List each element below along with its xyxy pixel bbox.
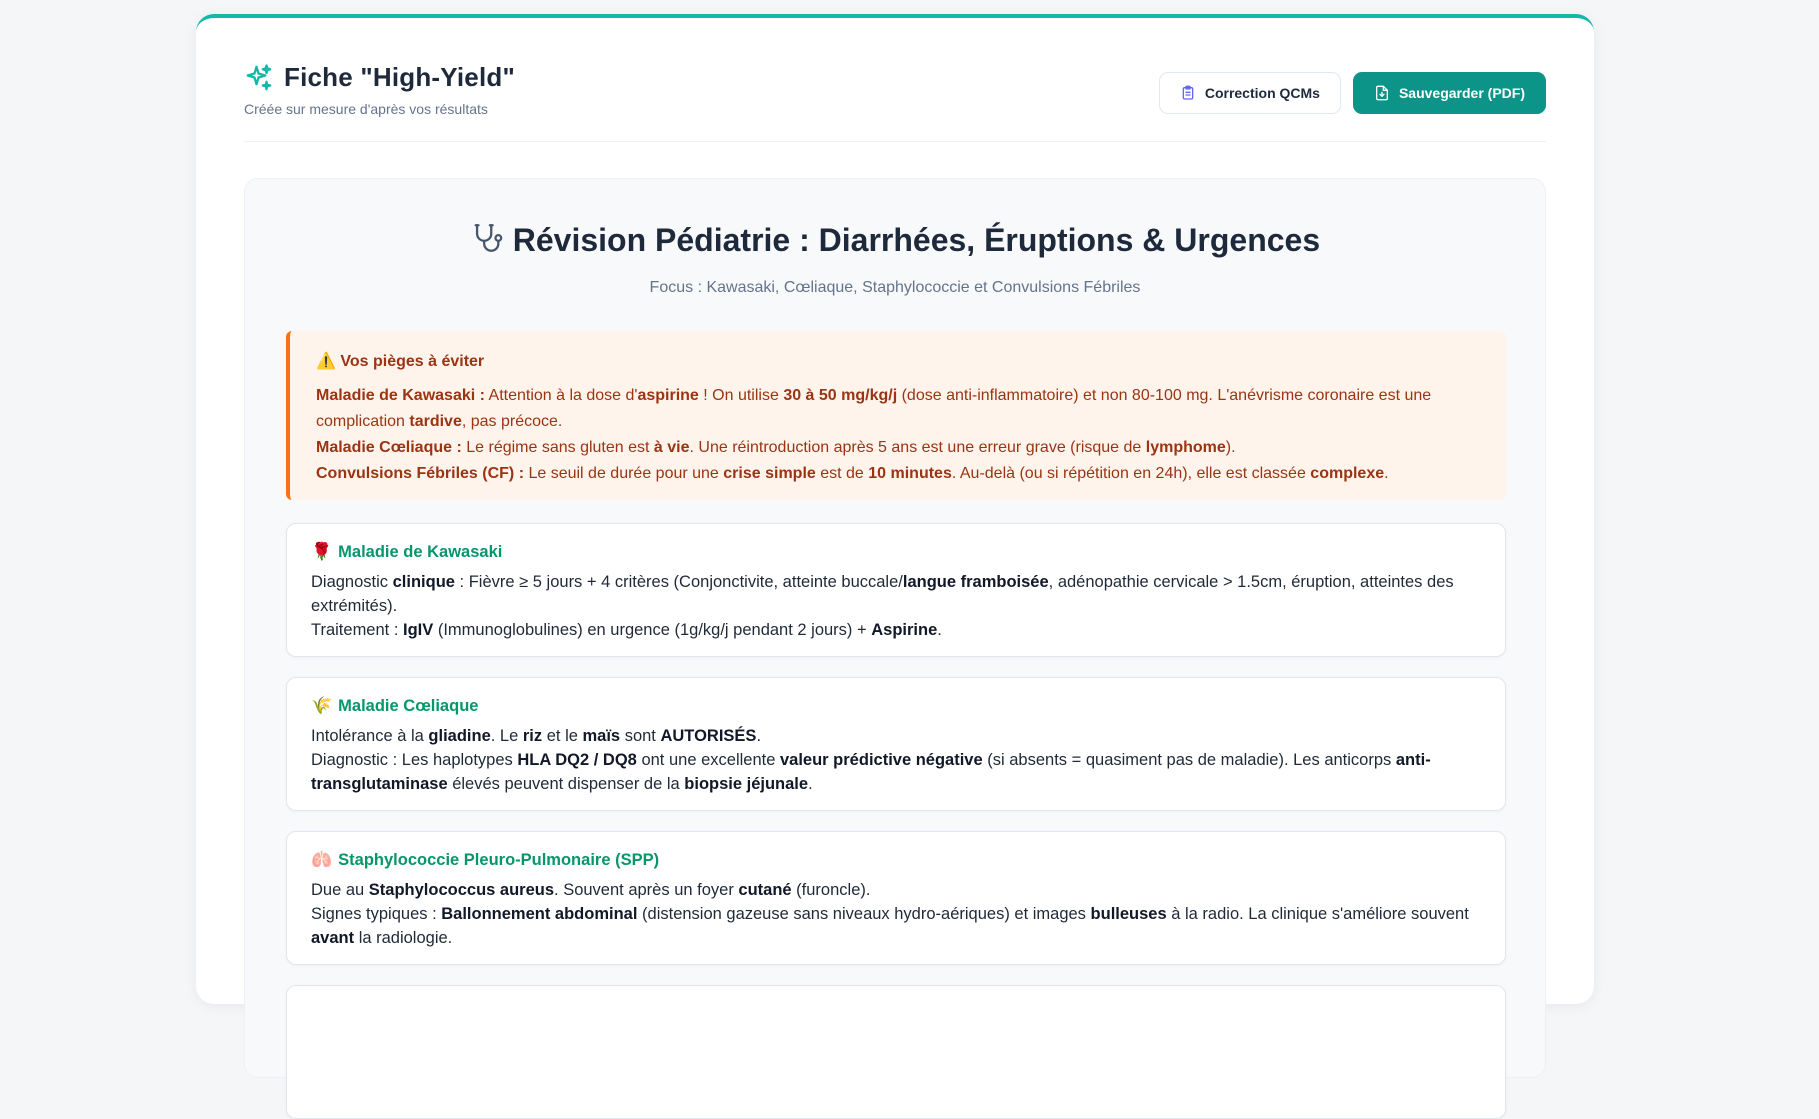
revision-sheet xyxy=(244,178,1546,1078)
correction-qcm-button[interactable] xyxy=(1159,72,1341,114)
topic-title-spp: 🫁 Staphylococcie Pleuro-Pulmonaire (SPP) xyxy=(311,848,1481,872)
topic-title-kawasaki: 🌹 Maladie de Kawasaki xyxy=(311,540,1481,564)
clipboard-icon xyxy=(1180,85,1196,101)
pitfalls-title xyxy=(316,349,1480,375)
file-download-icon xyxy=(1374,85,1390,101)
pitfall-convulsions: Convulsions Fébriles (CF) : Le seuil de durée pour une crise simple est de 10 minutes. Au-delà (ou si répétition en 24h), elle est classée complexe. xyxy=(316,465,1389,482)
correction-qcm-label: Correction QCMs xyxy=(1204,85,1320,101)
spp-line-1: Due au Staphylococcus aureus. Souvent après un foyer cutané (furoncle). xyxy=(311,881,871,899)
topic-coeliaque xyxy=(286,677,1506,811)
topic-title-coeliaque: 🌾 Maladie Cœliaque xyxy=(311,694,1481,718)
pitfall-coeliaque: Maladie Cœliaque : Le régime sans gluten est à vie. Une réintroduction après 5 ans est une erreur grave (risque de lymphome). xyxy=(316,439,1236,456)
coeliaque-line-2: Diagnostic : Les haplotypes HLA DQ2 / DQ8 ont une excellente valeur prédictive négative (si absents = quasiment pas de maladie). Les anticorps anti-transglutaminase élevés peuvent dispenser de la biopsie jéjunale. xyxy=(311,751,1431,793)
pitfall-kawasaki: Maladie de Kawasaki : Attention à la dose d'aspirine ! On utilise 30 à 50 mg/kg/j (dose anti-inflammatoire) et non 80-100 mg. L'anévrisme coronaire est une complication tardive, pas précoce. xyxy=(316,387,1432,430)
topic-kawasaki xyxy=(286,523,1506,657)
main-card xyxy=(196,14,1594,1004)
save-pdf-button[interactable] xyxy=(1353,72,1546,114)
spp-line-2: Signes typiques : Ballonnement abdominal (distension gazeuse sans niveaux hydro-aériques) et images bulleuses à la radio. La clinique s'améliore souvent avant la radiologie. xyxy=(311,905,1469,947)
pitfalls-title-text: Vos pièges à éviter xyxy=(340,353,485,370)
wheat-icon: 🌾 xyxy=(311,696,333,715)
page-title: Fiche "High-Yield" xyxy=(284,62,515,92)
lungs-icon: 🫁 xyxy=(311,850,333,869)
sheet-title xyxy=(245,221,1545,259)
sheet-title-text: Révision Pédiatrie : Diarrhées, Éruptions & Urgences xyxy=(512,222,1321,258)
topic-spp xyxy=(286,831,1506,965)
rose-icon: 🌹 xyxy=(311,542,333,561)
sheet-subtitle: Focus : Kawasaki, Cœliaque, Staphylococcie et Convulsions Fébriles xyxy=(649,279,1141,296)
topic-next xyxy=(286,985,1506,1119)
stethoscope-icon xyxy=(470,221,504,255)
page-header xyxy=(244,62,1546,142)
pitfalls-box xyxy=(286,331,1506,500)
coeliaque-line-1: Intolérance à la gliadine. Le riz et le maïs sont AUTORISÉS. xyxy=(311,727,762,745)
sparkles-icon xyxy=(244,63,274,93)
page-subtitle: Créée sur mesure d'après vos résultats xyxy=(244,101,488,117)
kawasaki-line-1: Diagnostic clinique : Fièvre ≥ 5 jours + 4 critères (Conjonctivite, atteinte buccale/langue framboisée, adénopathie cervicale > 1.5cm, éruption, atteintes des extrémités). xyxy=(311,573,1454,615)
header-actions xyxy=(1159,72,1546,114)
kawasaki-line-2: Traitement : IgIV (Immunoglobulines) en urgence (1g/kg/j pendant 2 jours) + Aspirine. xyxy=(311,621,942,639)
warning-icon: ⚠️ xyxy=(316,353,336,370)
save-pdf-label: Sauvegarder (PDF) xyxy=(1398,85,1525,101)
